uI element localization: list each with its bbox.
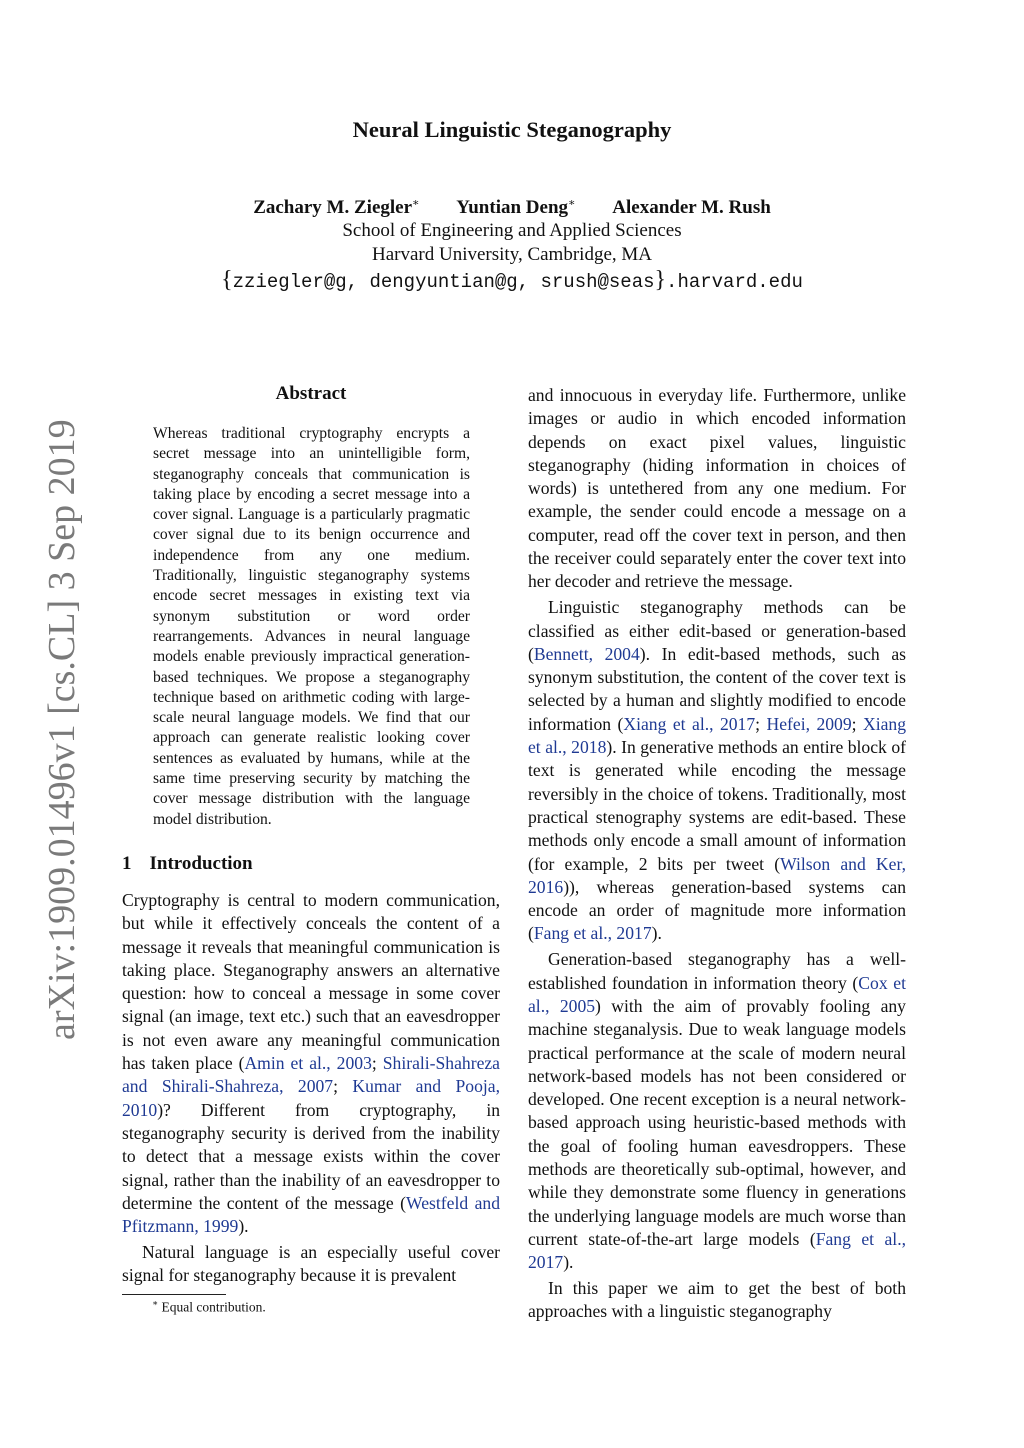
citation-link[interactable]: Xiang et al., 2017 — [623, 713, 756, 734]
citation-link[interactable]: Fang et al., 2017 — [528, 1228, 906, 1273]
affiliation-university: Harvard University, Cambridge, MA — [371, 244, 652, 265]
affiliation-school: School of Engineering and Applied Sciences — [342, 220, 682, 241]
citation-link[interactable]: Fang et al., 2017 — [533, 923, 652, 944]
citation-link[interactable]: Xiang et al., 2018 — [528, 713, 906, 758]
intro-paragraph-2-continued: and innocuous in everyday life. Furthermore, unlike images or audio in which encoded information depends on exact pixel values, linguistic steganography (hiding information in choices of words) is untethered from any one medium. For example, the sender could encode a message on a computer, read off the cover text in person, and then the receiver could separately enter the cover text into her decoder and retrieve the message. — [528, 385, 906, 592]
citation-link[interactable]: Amin et al., 2003 — [244, 1053, 372, 1074]
paper-title: Neural Linguistic Steganography — [352, 117, 672, 142]
author-emails: {zziegler@g, dengyuntian@g, srush@seas}.harvard.edu — [221, 267, 803, 293]
author-ziegler: Zachary M. Ziegler∗ — [253, 197, 420, 218]
abstract-text: Whereas traditional cryptography encrypts a secret message into an unintelligible form, steganography conceals that communication is taking place by encoding a secret message into a cover signal. Language is a particularly pragmatic cover signal due to its benign occurrence and independence from any one medium. Traditionally, linguistic steganography systems encode secret messages in existing text via synonym substitution or word order rearrangements. Advances in neural language models enable previously impractical generation-based techniques. We propose a steganography technique based on arithmetic coding with large-scale neural language models. We find that our approach can generate realistic looking cover sentences as evaluated by humans, while at the same time preserving security by matching the cover message distribution with the language model distribution. — [153, 425, 470, 828]
section-title: Introduction — [149, 853, 253, 874]
arxiv-identifier: arXiv:1909.01496v1 [cs.CL] 3 Sep 2019 — [41, 419, 83, 1040]
intro-paragraph-3: Linguistic steganography methods can be classified as either edit-based or generation-based (Bennett, 2004). In edit-based methods, such as synonym substitution, the content of the cover text is selected by a human and slightly modified to encode information (Xiang et al., 2017; Hefei, 2009; Xiang et al., 2018). In generative methods an entire block of text is generated while encoding the message reversibly in the choice of tokens. Traditionally, most practical stenography systems are edit-based. These methods only encode a small amount of information (for example, 2 bits per tweet (Wilson and Ker, 2016)), whereas generation-based systems can encode an order of magnitude more information (Fang et al., 2017). — [528, 597, 906, 944]
citation-link[interactable]: Wilson and Ker, 2016 — [528, 853, 906, 897]
section-heading-introduction — [122, 853, 253, 875]
footnote-rule — [122, 1294, 226, 1295]
left-column-body — [122, 889, 500, 1288]
intro-paragraph-2: Natural language is an especially useful cover signal for steganography because it is prevalent — [122, 1242, 500, 1286]
citation-link[interactable]: Bennett, 2004 — [533, 643, 640, 664]
right-column-body — [528, 384, 906, 1324]
author-rush: Alexander M. Rush — [612, 197, 771, 218]
citation-link[interactable]: Hefei, 2009 — [766, 713, 852, 734]
citation-link[interactable]: Westfeld and Pfitzmann, 1999 — [122, 1192, 500, 1237]
intro-paragraph-4: Generation-based steganography has a well-established foundation in information theory (Cox et al., 2005) with the aim of provably fooling any machine steganalysis. Due to weak language models practical performance at the scale of modern neural network-based models has not been considered or developed. One recent exception is a neural network-based approach using heuristic-based methods with the goal of fooling human eavesdroppers. These methods are theoretically sub-optimal, however, and while they demonstrate some fluency in generations the underlying language models are much worse than current state-of-the-art large models (Fang et al., 2017). — [528, 949, 906, 1273]
intro-paragraph-5: In this paper we aim to get the best of both approaches with a linguistic steganography — [528, 1278, 906, 1322]
citation-link[interactable]: Cox et al., 2005 — [528, 972, 906, 1016]
citation-link[interactable]: Shirali-Shahreza and Shirali-Shahreza, 2007 — [122, 1053, 500, 1097]
citation-link[interactable]: Kumar and Pooja, 2010 — [122, 1076, 500, 1120]
intro-paragraph-1: Cryptography is central to modern communication, but while it effectively conceals the content of a message it reveals that meaningful communication is taking place. Steganography answers an alternative question: how to conceal a message in some cover signal (an image, text etc.) such that an eavesdropper is not even aware any meaningful communication has taken place (Amin et al., 2003; Shirali-Shahreza and Shirali-Shahreza, 2007; Kumar and Pooja, 2010)? Different from cryptography, in steganography security is derived from the inability to detect that a message exists within the cover signal, rather than the inability of an eavesdropper to determine the content of the message (Westfeld and Pfitzmann, 1999). — [122, 890, 500, 1237]
author-deng: Yuntian Deng∗ — [456, 197, 576, 218]
author-list — [0, 196, 1024, 219]
abstract-heading: Abstract — [275, 383, 347, 404]
footnote: ∗ Equal contribution. — [152, 1298, 266, 1315]
section-number: 1 — [122, 853, 132, 874]
